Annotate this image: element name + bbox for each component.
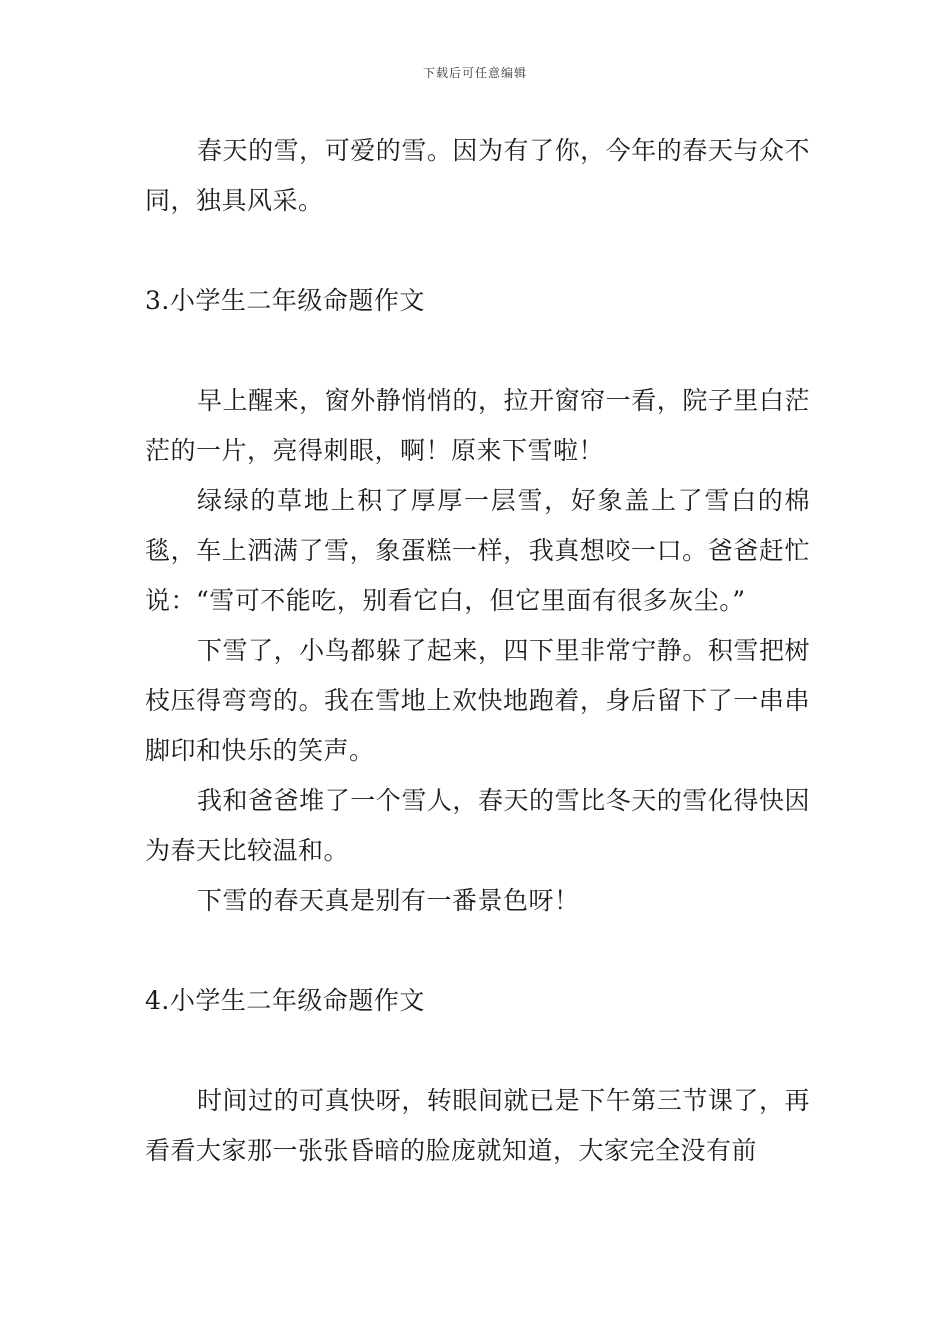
page-header: 下载后可任意编辑 [422,66,527,80]
paragraph-afternoon-class: 时间过的可真快呀，转眼间就已是下午第三节课了，再看看大家那一张张昏暗的脸庞就知道，大家完全没有前 [145,1086,810,1165]
section-heading-4: 4.小学生二年级命题作文 [145,986,425,1015]
paragraph-snowman: 我和爸爸堆了一个雪人，春天的雪比冬天的雪化得快因为春天比较温和。 [145,786,810,865]
paragraph-morning-snow: 早上醒来，窗外静悄悄的，拉开窗帘一看，院子里白茫茫的一片，亮得刺眼，啊！原来下雪啦！ [145,386,810,465]
paragraph-spring-scenery: 下雪的春天真是别有一番景色呀！ [197,886,580,915]
blank-line [145,226,810,276]
blank-line [145,926,810,976]
paragraph-grass-snow: 绿绿的草地上积了厚厚一层雪，好象盖上了雪白的棉毯，车上洒满了雪，象蛋糕一样，我真想咬一口。爸爸赶忙说：“雪可不能吃，别看它白，但它里面有很多灰尘。” [145,486,810,615]
paragraph-spring-snow-ending: 春天的雪，可爱的雪。因为有了你，今年的春天与众不同，独具风采。 [145,136,810,215]
blank-line [145,1026,810,1076]
blank-line [145,326,810,376]
section-heading-3: 3.小学生二年级命题作文 [145,286,425,315]
paragraph-birds-hide: 下雪了，小鸟都躲了起来，四下里非常宁静。积雪把树枝压得弯弯的。我在雪地上欢快地跑着，身后留下了一串串脚印和快乐的笑声。 [145,636,810,765]
document-body [145,126,810,1176]
